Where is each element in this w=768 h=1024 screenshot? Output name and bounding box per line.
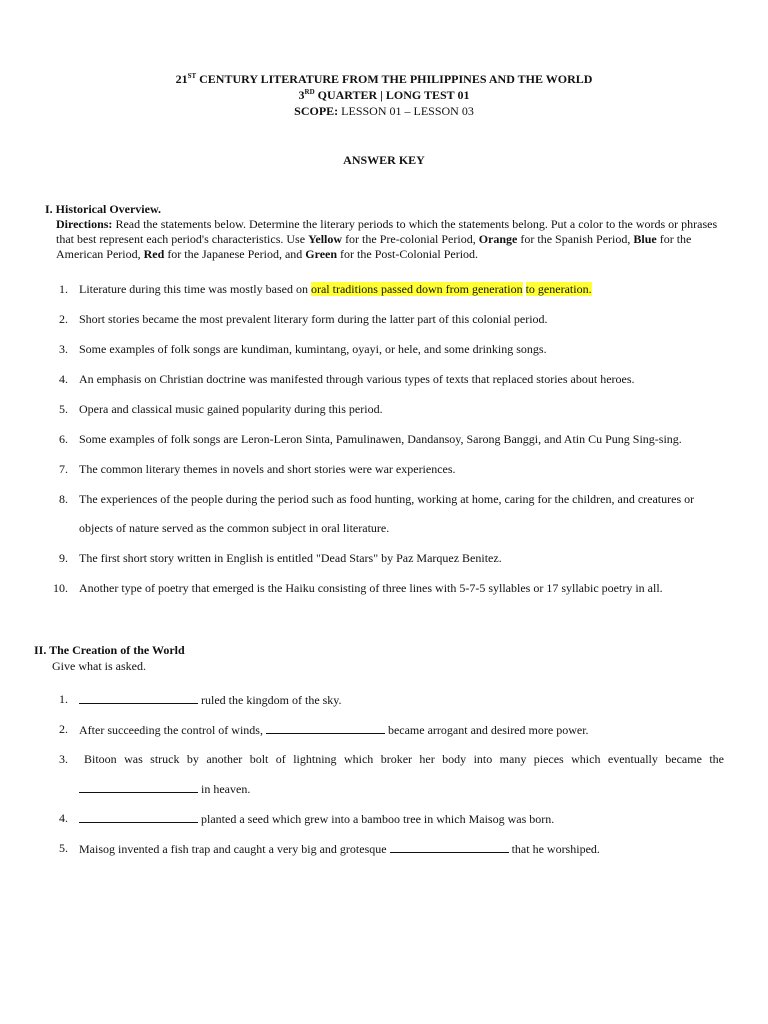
section-2-title: II. The Creation of the World [34, 643, 185, 657]
highlighted-phrase: oral traditions passed down from generation [310, 282, 523, 296]
directions-paragraph: Directions: Read the statements below. Determine the literary periods to which the statements belong. Put a color to the words or phrases that best represent each period's characteristics. Use Yellow for the Pre-colonial Period, Orange for the Spanish Period, Blue for the American Period, Red for the Japanese Period, and Green for the Post-Colonial Period. [56, 217, 718, 261]
answer-blank[interactable] [266, 722, 385, 734]
scope-line: SCOPE: LESSON 01 – LESSON 03 [294, 104, 474, 118]
document-page: 21ST CENTURY LITERATURE FROM THE PHILIPPINES AND THE WORLD 3RD QUARTER | LONG TEST 01 SCOPE: LESSON 01 – LESSON 03 ANSWER KEY I. Historical Overview. Directions: Read the statements below. Determine the literary periods to which the statements belong. Put a color to the words or phrases that best represent each period's characteristics. Use Yellow for the Pre-colonial Period, Orange for the Spanish Period, Blue for the American Period, Red for the Japanese Period, and Green for the Post-Colonial Period. 1. Literature during this time was mostly based on oral traditions passed down from generation to generation. 2. Short stories became the most prevalent literary form during the latter part of this colonial period. 3. Some examples of folk songs are kundiman, kumintang, oyayi, or hele, and some drinking songs. 4. An emphasis on Christian doctrine was manifested through various types of texts that replaced stories about heroes. 5. Opera and classical music gained popularity during this period. 6. Some examples of folk songs are Leron-Leron Sinta, Pamulinawen, Dandansoy, Sarong Banggi, and Atin Cu Pung Sing-sing. 7. The common literary themes in novels and short stories were war experiences. 8. The experiences of the people during the period such as food hunting, working at home, caring for the children, and creatures or objects of nature served as the common subject in oral literature. 9. The first short story written in English is entitled "Dead Stars" by Paz Marquez Benitez. 10. Another type of poetry that emerged is the Haiku consisting of three lines with 5-7-5 syllables or 17 syllabic poetry in all. II. The Creation of the World Give what is asked. 1. ruled the kingdom of the sky. 2. After succeeding the control of winds, became arrogant and desired more power. 3. Bitoon was struck by another bolt of lightning which broker her body into many pieces which eventually became the in heaven. 4. planted a seed which grew into a bamboo tree in which Maisog was born. 5. Maisog invented a fish trap and caught a very big and grotesque that he worshiped. [0, 0, 768, 1024]
answer-blank[interactable] [390, 841, 509, 853]
answer-blank[interactable] [79, 781, 198, 793]
answer-key-heading: ANSWER KEY [343, 153, 425, 167]
quarter-title: 3RD QUARTER | LONG TEST 01 [298, 88, 470, 102]
highlighted-phrase: to generation. [525, 282, 592, 296]
answer-blank[interactable] [79, 811, 198, 823]
section-1-title: I. Historical Overview. [45, 202, 161, 216]
section-2-instruction: Give what is asked. [52, 659, 146, 673]
answer-blank[interactable] [79, 692, 198, 704]
course-title: 21ST CENTURY LITERATURE FROM THE PHILIPPINES AND THE WORLD [175, 72, 593, 86]
